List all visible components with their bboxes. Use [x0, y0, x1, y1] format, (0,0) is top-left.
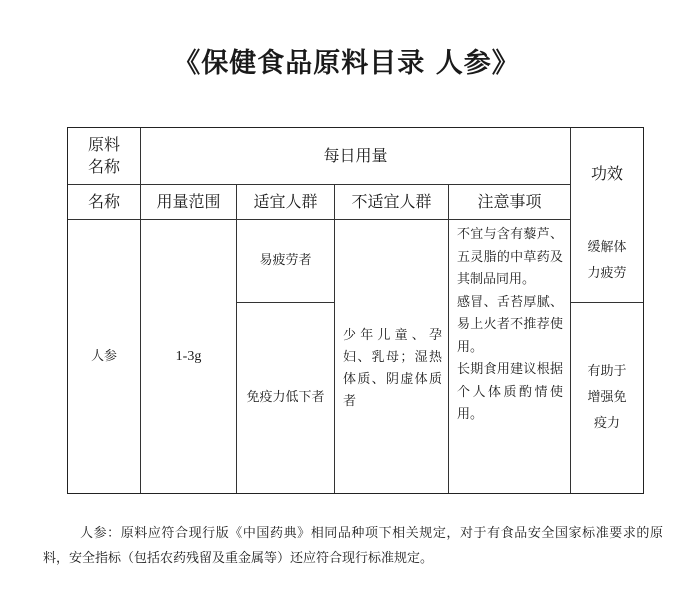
header-raw-material-name	[68, 128, 140, 184]
note-1: 不宜与含有藜芦、五灵脂的中草药及其制品同用。	[457, 227, 563, 287]
efficacy-2-line2: 增强免	[587, 390, 627, 405]
row-efficacy-immunity	[571, 303, 643, 493]
efficacy-2-line3: 疫力	[593, 416, 620, 431]
efficacy-2-line1: 有助于	[587, 364, 627, 379]
header-suitable-group: 适宜人群	[253, 192, 318, 211]
header-name: 名称	[87, 192, 120, 211]
row-suitable-fatigue: 易疲劳者	[259, 253, 312, 268]
header-unsuitable-group: 不适宜人群	[351, 192, 432, 211]
header-dose-range: 用量范围	[156, 192, 221, 211]
rule-col-unsuitable	[448, 184, 449, 493]
header-raw-material-line1: 原料	[87, 135, 120, 154]
row-unsuitable: 少年儿童、孕妇、乳母；湿热体质、阴虚体质者	[343, 327, 442, 409]
footnote: 人参：原料应符合现行版《中国药典》相同品种项下相关规定，对于有食品安全国家标准要求的原料，安全指标（包括农药残留及重金属等）还应符合现行标准规定。	[43, 526, 663, 566]
header-daily-dose: 每日用量	[323, 146, 388, 165]
row-name: 人参	[90, 348, 117, 364]
row-notes	[453, 221, 567, 493]
row-dose-range: 1-3g	[175, 348, 202, 364]
page-title: 《保健食品原料目录 人参》	[173, 48, 520, 79]
efficacy-1-line2: 力疲劳	[587, 266, 627, 281]
header-efficacy: 功效	[590, 163, 623, 183]
efficacy-1-line1: 缓解体	[587, 240, 627, 255]
note-2: 感冒、舌苔厚腻、易上火者不推荐使用。	[457, 294, 563, 355]
note-3: 长期食用建议根据个人体质酌情使用。	[457, 362, 563, 422]
row-efficacy-fatigue	[571, 220, 643, 302]
header-raw-material-line2: 名称	[87, 157, 120, 176]
row-suitable-low-immunity: 免疫力低下者	[246, 390, 325, 405]
header-notes: 注意事项	[477, 192, 542, 211]
